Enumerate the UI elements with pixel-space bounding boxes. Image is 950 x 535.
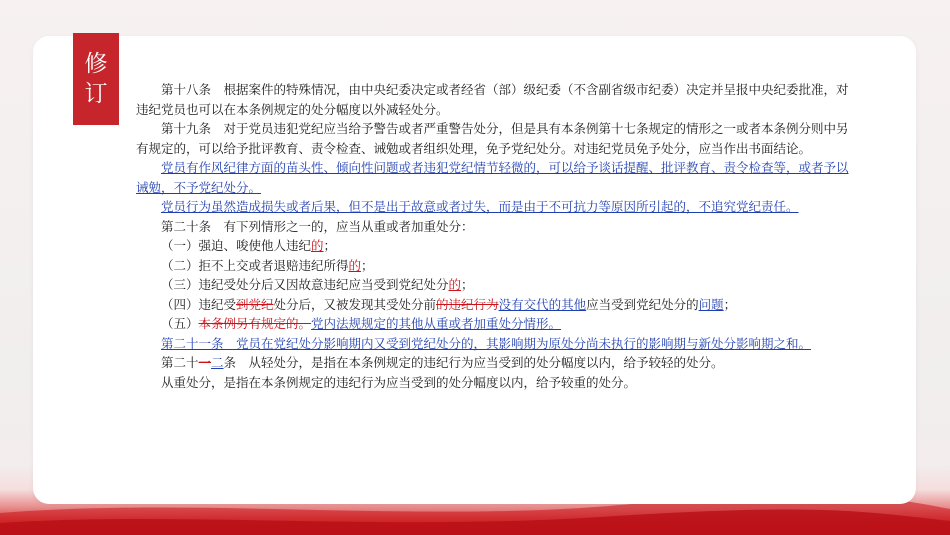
inserted-mark: 的	[311, 238, 324, 253]
article-20-item-1	[136, 236, 856, 256]
article-18: 第十八条 根据案件的特殊情况，由中央纪委决定或者经省（部）级纪委（不含副省级市纪委）决定并呈报中央纪委批准，对违纪党员也可以在本条例规定的处分幅度以外减轻处分。	[136, 82, 849, 117]
article-20-item-4	[136, 295, 856, 315]
inserted-text: 问题	[698, 296, 724, 312]
article-body: 条 从轻处分，是指在本条例规定的违纪行为应当受到的处分幅度以内，给予较轻的处分。	[223, 355, 724, 370]
inserted-text: 党内法规规定的其他从重或者加重处分情形。	[311, 316, 562, 331]
deleted-text: 的违纪行为	[436, 296, 499, 312]
item-text: （一）强迫、唆使他人违纪	[161, 238, 312, 253]
inserted-mark: 的	[448, 277, 462, 292]
article-19-added-clause-1	[136, 158, 856, 197]
revision-tag	[73, 33, 119, 125]
regulation-text	[136, 80, 856, 392]
article-number: 第二十	[161, 355, 199, 370]
inserted-text: 党员有作风纪律方面的苗头性、倾向性问题或者违犯党纪情节轻微的，可以给予谈话提醒、批评教育、责令检查等，或者予以诫勉，不予党纪处分。	[136, 160, 849, 195]
deleted-text: 本条例另有规定的。	[198, 316, 312, 331]
item-tail: ；	[461, 277, 474, 292]
deleted-text: 到党纪	[236, 296, 274, 312]
article-20-item-3	[136, 275, 856, 295]
article-20-item-2	[136, 256, 856, 276]
inserted-text: 没有交代的其他	[498, 296, 587, 312]
item-text: 处分后，又被发现其受处分前	[273, 296, 437, 312]
article-20-item-5	[136, 314, 856, 334]
item-tail: ；	[361, 257, 374, 273]
tag-char-2: 订	[84, 81, 108, 107]
item-text: （二）拒不上交或者退赔违纪所得	[161, 257, 349, 273]
tag-char-1: 修	[84, 51, 108, 77]
article-19-added-clause-2	[136, 197, 856, 217]
article-22	[136, 353, 856, 373]
inserted-mark: 的	[348, 257, 362, 273]
item-text: （三）违纪受处分后又因故意违纪应当受到党纪处分	[161, 277, 449, 292]
item-text: （四）违纪受	[161, 296, 237, 312]
inserted-text: 党员行为虽然造成损失或者后果，但不是出于故意或者过失，而是由于不可抗力等原因所引起的，不追究党纪责任。	[161, 199, 799, 214]
item-tail: ；	[723, 296, 737, 312]
deleted-text: 一	[198, 355, 212, 370]
item-text: 应当受到党纪处分的	[586, 296, 699, 312]
item-text: （五）	[161, 316, 199, 331]
article-22-second-paragraph: 从重处分，是指在本条例规定的违纪行为应当受到的处分幅度以内，给予较重的处分。	[161, 374, 637, 390]
article-21-added	[136, 334, 856, 354]
inserted-text: 二	[211, 355, 224, 370]
inserted-text: 第二十一条 党员在党纪处分影响期内又受到党纪处分的，其影响期为原处分尚未执行的影响期与新处分影响期之和。	[161, 335, 812, 351]
article-20: 第二十条 有下列情形之一的，应当从重或者加重处分：	[161, 218, 474, 234]
item-tail: ；	[323, 238, 337, 253]
article-19: 第十九条 对于党员违犯党纪应当给予警告或者严重警告处分，但是具有本条例第十七条规定的情形之一或者本条例分则中另有规定的，可以给予批评教育、责令检查、诫勉或者组织处理，免予党纪处分。对违纪党员免予处分，应当作出书面结论。	[136, 121, 849, 156]
